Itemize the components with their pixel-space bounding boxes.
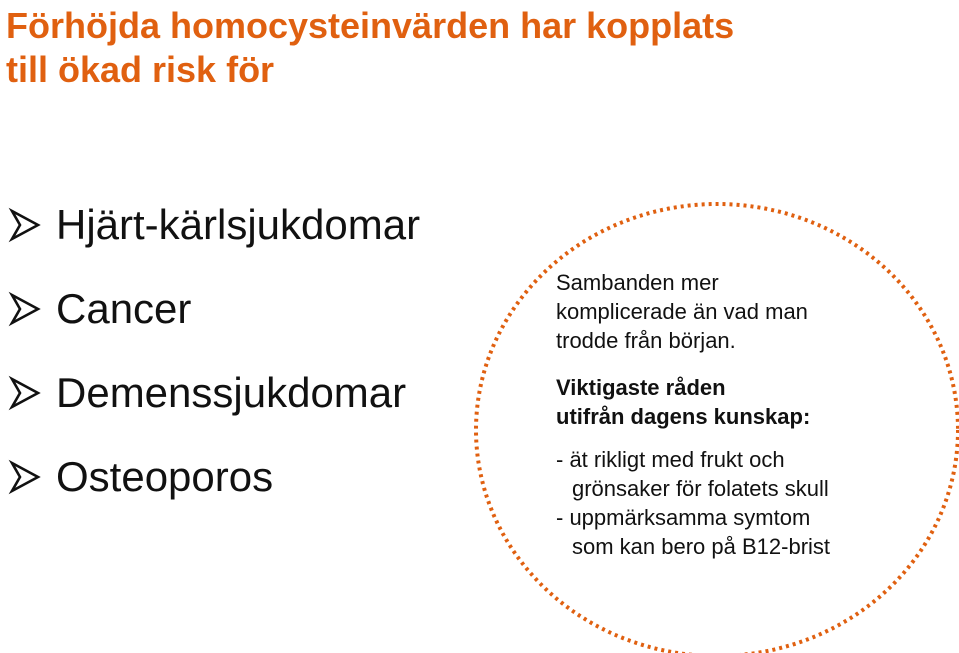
advice-item-2-line-1: - uppmärksamma symtom xyxy=(556,505,811,530)
callout-heading xyxy=(556,373,916,431)
advice-item-1-line-2: grönsaker för folatets skull xyxy=(572,476,829,501)
title-line-1: Förhöjda homocysteinvärden har kopplats xyxy=(6,5,735,46)
title-line-2: till ökad risk för xyxy=(6,49,275,90)
list-item-label: Hjärt-kärlsjukdomar xyxy=(56,201,421,248)
list-item-label: Demenssjukdomar xyxy=(56,369,407,416)
advice-list xyxy=(556,445,916,561)
callout-intro-line-1: Sambanden mer xyxy=(556,270,719,295)
callout-heading-line-1: Viktigaste råden xyxy=(556,375,726,400)
callout-text xyxy=(556,268,916,561)
advice-item-1-line-1: - ät rikligt med frukt och xyxy=(556,447,785,472)
list-item-label: Osteoporos xyxy=(56,453,274,500)
list-item-label: Cancer xyxy=(56,285,192,332)
callout-heading-line-2: utifrån dagens kunskap: xyxy=(556,404,811,429)
advice-item-2-line-2: som kan bero på B12-brist xyxy=(572,534,831,559)
callout-intro-line-3: trodde från början. xyxy=(556,328,736,353)
callout-intro xyxy=(556,268,916,355)
callout-intro-line-2: komplicerade än vad man xyxy=(556,299,808,324)
